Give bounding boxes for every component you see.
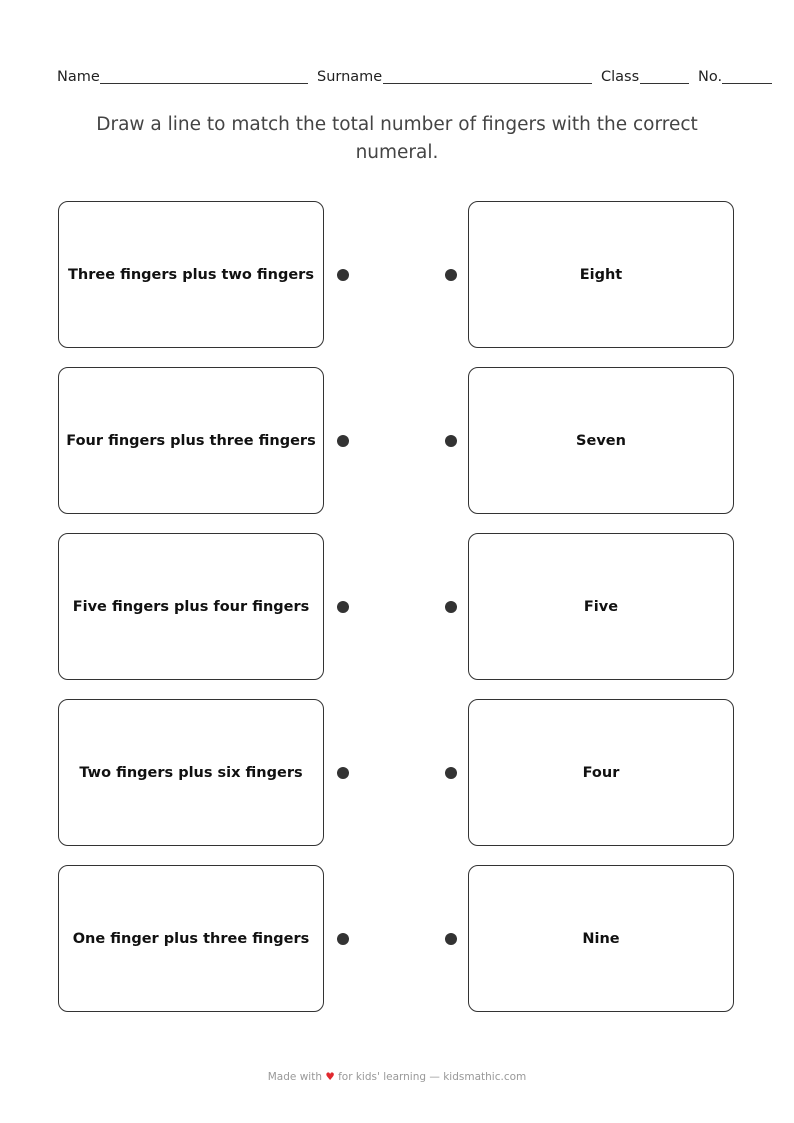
right-card-text: Eight [579, 266, 623, 283]
right-match-dot[interactable] [445, 767, 457, 779]
left-card-text: Two fingers plus six fingers [79, 764, 303, 781]
left-card-text: One finger plus three fingers [72, 930, 310, 947]
name-label: Name [57, 69, 100, 85]
no-label: No. [698, 69, 723, 85]
class-label: Class [601, 69, 640, 85]
surname-field[interactable] [383, 83, 592, 84]
left-card-text: Three fingers plus two fingers [68, 266, 314, 283]
class-field[interactable] [640, 83, 689, 84]
right-match-dot[interactable] [445, 933, 457, 945]
right-card-text: Four [582, 764, 620, 781]
left-match-dot[interactable] [337, 767, 349, 779]
left-match-dot[interactable] [337, 269, 349, 281]
right-card-text: Five [583, 598, 619, 615]
surname-label: Surname [317, 69, 383, 85]
footer-prefix: Made with [267, 1071, 322, 1083]
right-card-text: Seven [576, 432, 626, 449]
left-card [58, 367, 324, 514]
no-field[interactable] [722, 83, 772, 84]
left-card [58, 201, 324, 348]
right-card [468, 699, 734, 846]
footer [0, 1071, 794, 1083]
right-match-dot[interactable] [445, 269, 457, 281]
right-card [468, 865, 734, 1012]
left-match-dot[interactable] [337, 601, 349, 613]
instruction: Draw a line to match the total number of fingers with the correct numeral. [96, 114, 698, 163]
left-card [58, 533, 324, 680]
left-card [58, 699, 324, 846]
left-match-dot[interactable] [337, 435, 349, 447]
footer-suffix: for kids' learning — kidsmathic.com [338, 1071, 527, 1083]
right-card [468, 533, 734, 680]
right-card-text: Nine [582, 930, 620, 947]
right-match-dot[interactable] [445, 435, 457, 447]
right-card [468, 201, 734, 348]
left-card-text: Five fingers plus four fingers [72, 598, 310, 615]
heart-icon: ♥ [325, 1071, 335, 1083]
left-match-dot[interactable] [337, 933, 349, 945]
left-card-text: Four fingers plus three fingers [66, 432, 316, 449]
name-field[interactable] [100, 83, 308, 84]
right-card [468, 367, 734, 514]
right-match-dot[interactable] [445, 601, 457, 613]
left-card [58, 865, 324, 1012]
